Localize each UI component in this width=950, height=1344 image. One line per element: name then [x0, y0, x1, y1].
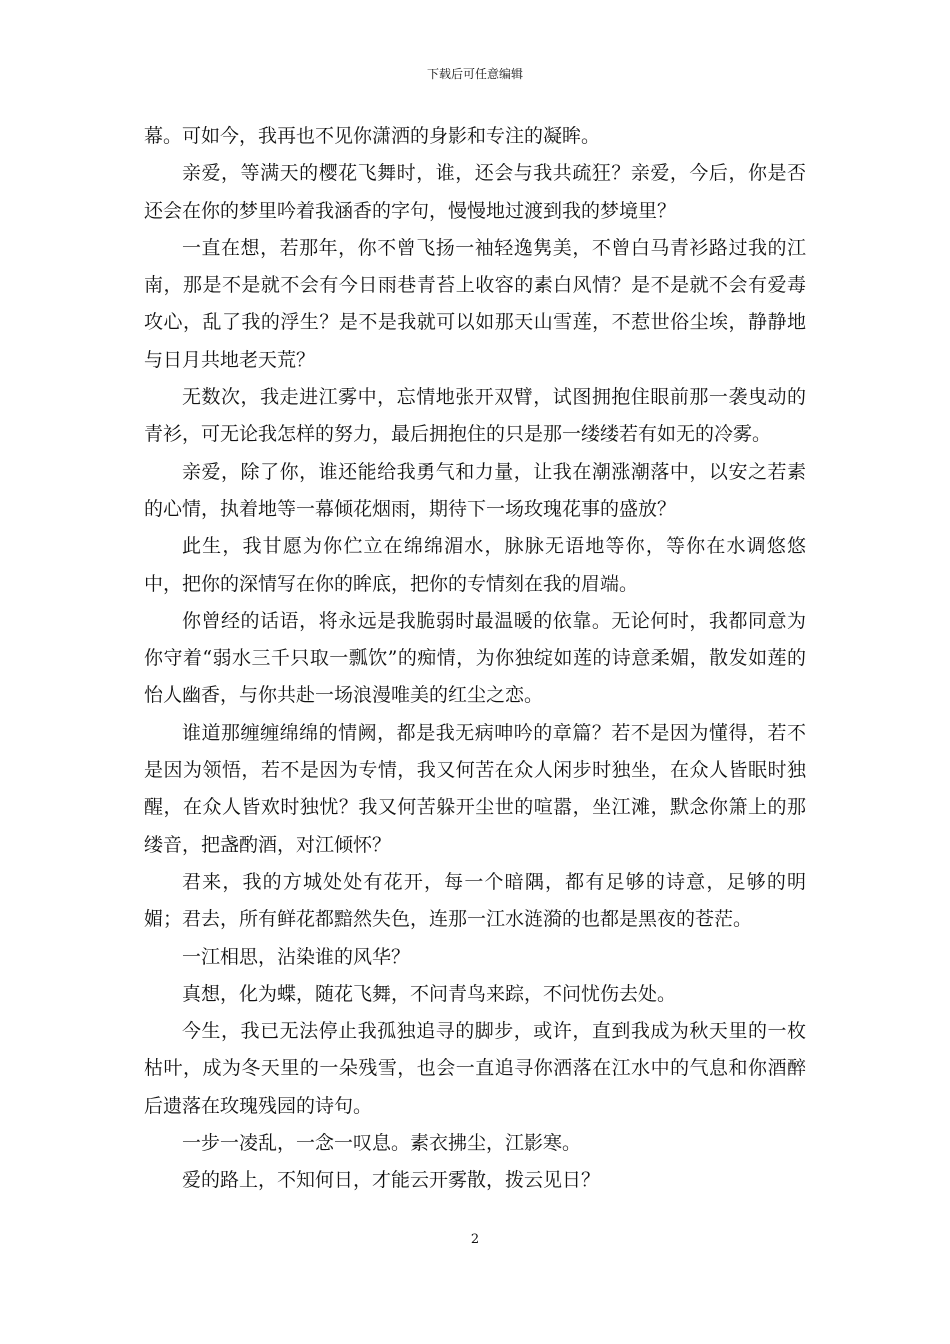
paragraph-9: 君来，我的方城处处有花开，每一个暗隅，都有足够的诗意，足够的明媚；君去，所有鲜花都黯然失色，连那一江水涟漪的也都是黑夜的苍茫。 [144, 870, 806, 931]
page-header-note: 下载后可任意编辑 [426, 67, 523, 81]
paragraph-6: 此生，我甘愿为你伫立在绵绵湄水，脉脉无语地等你，等你在水调悠悠中，把你的深情写在你的眸底，把你的专情刻在我的眉端。 [144, 535, 806, 595]
paragraph-7: 你曾经的话语，将永远是我脆弱时最温暖的依靠。无论何时，我都同意为你守着“弱水三千只取一瓢饮”的痴情，为你独绽如莲的诗意柔媚，散发如莲的怡人幽香，与你共赴一场浪漫唯美的红尘之恋。 [144, 609, 806, 707]
page-number: 2 [470, 1232, 480, 1247]
paragraph-10: 一江相思，沾染谁的风华？ [182, 945, 411, 968]
paragraph-13: 一步一凌乱，一念一叹息。素衣拂尘，江影寒。 [182, 1132, 582, 1155]
paragraph-5: 亲爱，除了你，谁还能给我勇气和力量，让我在潮涨潮落中，以安之若素的心情，执着地等一幕倾花烟雨，期待下一场玫瑰花事的盛放？ [144, 460, 806, 520]
paragraph-2: 亲爱，等满天的樱花飞舞时，谁，还会与我共疏狂？亲爱，今后，你是否还会在你的梦里吟着我涵香的字句，慢慢地过渡到我的梦境里？ [144, 162, 806, 222]
paragraph-12: 今生，我已无法停止我孤独追寻的脚步，或许，直到我成为秋天里的一枚枯叶，成为冬天里的一朵残雪，也会一直追寻你洒落在江水中的气息和你酒醉后遗落在玫瑰残园的诗句。 [144, 1020, 806, 1117]
paragraph-11: 真想，化为蝶，随花飞舞，不问青鸟来踪，不问忧伤去处。 [182, 982, 677, 1005]
paragraph-3: 一直在想，若那年，你不曾飞扬一袖轻逸隽美，不曾白马青衫路过我的江南，那是不是就不会有今日雨巷青苔上收容的素白风情？是不是就不会有爱毒攻心，乱了我的浮生？是不是我就可以如那天山雪莲，不惹世俗尘埃，静静地与日月共地老天荒？ [144, 236, 806, 371]
paragraph-8: 谁道那缠缠绵绵的情阙，都是我无病呻吟的章篇？若不是因为懂得，若不是因为领悟，若不是因为专情，我又何苦在众人闲步时独坐，在众人皆眠时独醒，在众人皆欢时独忧？我又何苦躲开尘世的喧嚣，坐江滩，默念你箫上的那缕音，把盏酌酒，对江倾怀？ [144, 721, 806, 856]
paragraph-1: 幕。可如今，我再也不见你潇洒的身影和专注的凝眸。 [144, 125, 601, 147]
document-body [144, 118, 806, 1200]
paragraph-4: 无数次，我走进江雾中，忘情地张开双臂，试图拥抱住眼前那一袭曳动的青衫，可无论我怎样的努力，最后拥抱住的只是那一缕缕若有如无的冷雾。 [144, 386, 806, 446]
paragraph-14: 爱的路上，不知何日，才能云开雾散，拨云见日？ [182, 1169, 601, 1192]
